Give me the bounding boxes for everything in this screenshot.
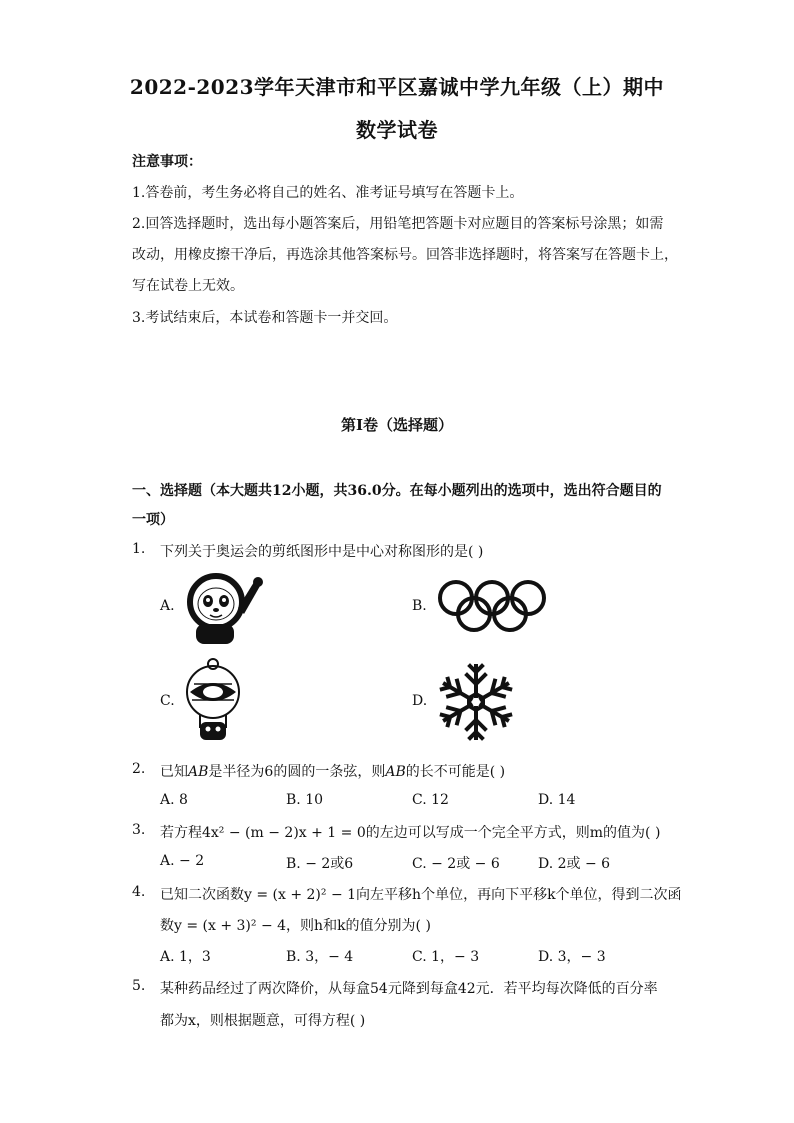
q2-segment-ab-2: AB [385, 764, 406, 780]
q1-option-b-label[interactable]: B. [412, 598, 427, 614]
section-heading-line1: 一、选择题（本大题共12小题，共36.0分。在每小题列出的选项中，选出符合题目的 [132, 483, 662, 499]
q4-option-b[interactable]: B. 3，− 4 [286, 949, 354, 965]
part-title: 第Ⅰ卷（选择题） [340, 416, 454, 434]
q2-text-mid: 是半径为6的圆的一条弦，则 [208, 764, 386, 780]
q1-option-c-label[interactable]: C. [160, 693, 175, 709]
q3-number: 3. [132, 822, 146, 838]
q1-text: 下列关于奥运会的剪纸图形中是中心对称图形的是( ) [160, 544, 484, 560]
notice-heading: 注意事项： [132, 154, 202, 170]
q5-number: 5. [132, 978, 146, 994]
exam-title-line1: 2022-2023学年天津市和平区嘉诚中学九年级（上）期中 [129, 75, 665, 99]
q1-option-a-label[interactable]: A. [160, 598, 175, 614]
q4-number: 4. [132, 884, 146, 900]
q5-text-line1: 某种药品经过了两次降价，从每盒54元降到每盒42元．若平均每次降低的百分率 [160, 981, 658, 997]
q1-option-d-label[interactable]: D. [412, 693, 428, 709]
q2-option-d[interactable]: D. 14 [538, 792, 576, 808]
q4-text-line2: 数y = (x + 3)² − 4，则h和k的值分别为( ) [160, 918, 431, 934]
q4-option-a[interactable]: A. 1，3 [160, 949, 211, 965]
notice-item-2-cont: 改动，用橡皮擦干净后，再选涂其他答案标号。回答非选择题时，将答案写在答题卡上， [132, 247, 678, 263]
q3-option-b[interactable]: B. − 2或6 [286, 856, 354, 872]
q3-option-d[interactable]: D. 2或 − 6 [538, 856, 611, 872]
section-heading-line2: 一项） [132, 512, 174, 528]
q2-option-b[interactable]: B. 10 [286, 792, 324, 808]
q2-text-post: 的长不可能是( ) [405, 764, 506, 780]
q4-option-c[interactable]: C. 1，− 3 [412, 949, 480, 965]
lantern-mascot-figure [180, 656, 246, 746]
q3-option-a[interactable]: A. − 2 [160, 853, 205, 869]
q1-number: 1. [132, 541, 146, 557]
panda-mascot-figure [182, 568, 266, 648]
q2-option-a[interactable]: A. 8 [160, 792, 188, 808]
q3-text: 若方程4x² − (m − 2)x + 1 = 0的左边可以写成一个完全平方式，则m的值为( ) [160, 825, 661, 841]
q2-text [160, 761, 505, 781]
q4-option-d[interactable]: D. 3，− 3 [538, 949, 606, 965]
q3-option-c[interactable]: C. − 2或 − 6 [412, 856, 500, 872]
notice-item-3: 3.考试结束后，本试卷和答题卡一并交回。 [132, 310, 398, 326]
q2-number: 2. [132, 761, 146, 777]
q2-option-c[interactable]: C. 12 [412, 792, 449, 808]
notice-item-2: 2.回答选择题时，选出每小题答案后，用铅笔把答题卡对应题目的答案标号涂黑；如需 [132, 216, 664, 232]
q2-text-pre: 已知 [160, 764, 188, 780]
q5-text-line2: 都为x，则根据题意，可得方程( ) [160, 1013, 366, 1029]
olympic-rings-figure [434, 578, 554, 634]
exam-title-line2: 数学试卷 [356, 118, 438, 142]
snowflake-figure [434, 660, 518, 744]
q4-text-line1: 已知二次函数y = (x + 2)² − 1向左平移h个单位，再向下平移k个单位，得到二次函 [160, 887, 682, 903]
notice-item-2-end: 写在试卷上无效。 [132, 278, 244, 294]
notice-item-1: 1.答卷前，考生务必将自己的姓名、准考证号填写在答题卡上。 [132, 185, 524, 201]
q2-segment-ab: AB [188, 764, 209, 780]
